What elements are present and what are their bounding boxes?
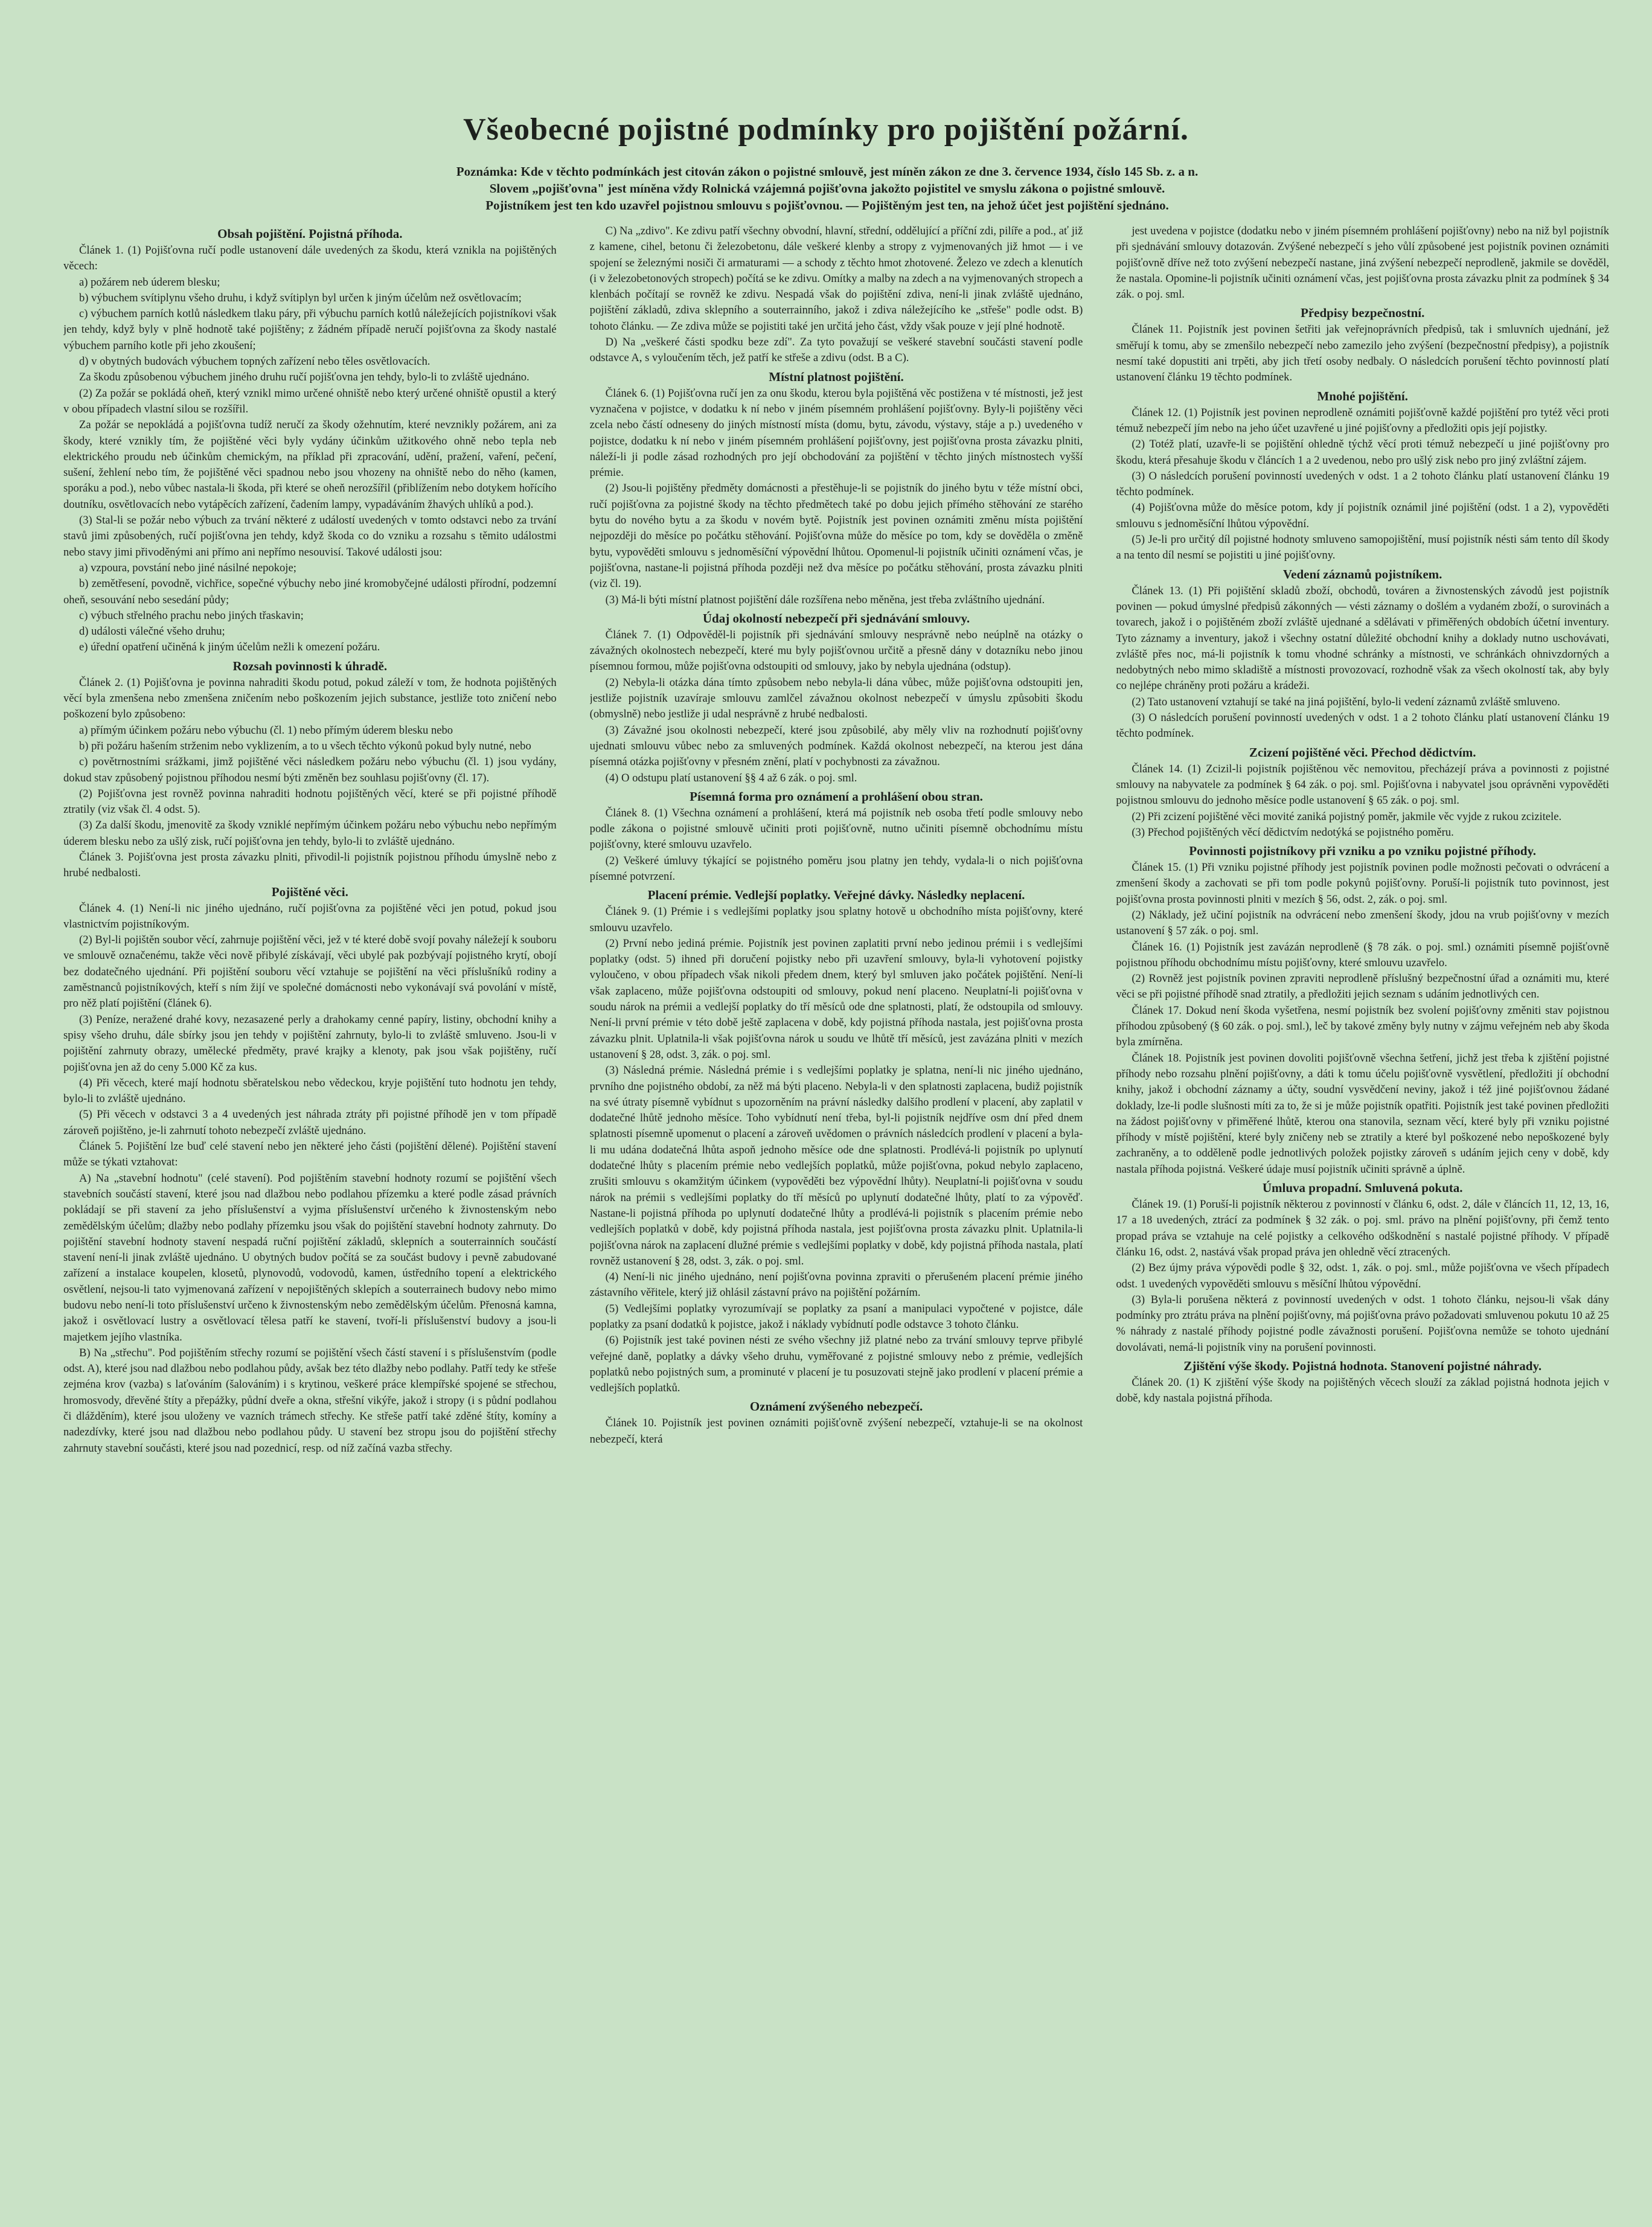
paragraph: (5) Je-li pro určitý díl pojistné hodnoty smluveno samopojištění, musí pojistník nésti sám tento díl škody a na tento díl nesmí se pojistiti u jiné pojišťovny. [1116, 533, 1610, 562]
paragraph: Článek 8. (1) Všechna oznámení a prohlášení, která má pojistník neb osoba třetí podle smlouvy nebo podle zákona o pojistné smlouvě učiniti proti pojišťovně, nutno učiniti písemně obchodnímu místu pojišťovny, které smlouvu uzavřelo. [589, 806, 1083, 851]
paragraph: Článek 4. (1) Není-li nic jiného ujednáno, ručí pojišťovna za pojištěné věci jen potud, pokud jsou vlastnictvím pojistníkovým. [63, 902, 557, 931]
paragraph: (3) Má-li býti místní platnost pojištění dále rozšířena nebo měněna, jest třeba zvláštního ujednání. [605, 593, 1045, 606]
paragraph: Článek 1. (1) Pojišťovna ručí podle ustanovení dále uvedených za škodu, která vznikla na pojištěných věcech: [63, 244, 557, 273]
paragraph: (3) Peníze, neražené drahé kovy, nezasazené perly a drahokamy cenné papíry, listiny, obchodní knihy a spisy všeho druhu, dále sbírky jsou jen tehdy v pojištění zahrnuty, bylo-li to zvláště smluveno. Jsou-li v pojištění zahrnuty obrazy, umělecké předměty, pravé krajky a klenoty, pak jsou však pojištěny, ručí pojišťovna jen až do ceny 5.000 Kč za kus. [63, 1013, 557, 1074]
paragraph: Článek 2. (1) Pojišťovna je povinna nahraditi škodu potud, pokud záleží v tom, že hodnota pojištěných věcí byla zmenšena nebo zmenšena zničením nebo poškozením jejich substance, jestliže toto zničení nebo poškození bylo způsobeno: [63, 676, 557, 721]
paragraph: Článek 14. (1) Zcizil-li pojistník pojištěnou věc nemovitou, přecházejí práva a povinnosti z pojistné smlouvy na nabyvatele za podmínek § 64 zák. o poj. sml. Pojišťovna i nabyvatel jsou oprávněni vypověděti pojistnou smlouvu do jednoho měsíce podle ustanovení § 65 zák. o poj. sml. [1116, 762, 1610, 807]
text-column-1 [63, 223, 557, 2198]
section-heading: Placení prémie. Vedlejší poplatky. Veřejné dávky. Následky neplacení. [647, 888, 1025, 903]
paragraph: Článek 9. (1) Prémie i s vedlejšími poplatky jsou splatny hotově u obchodního místa pojišťovny, které smlouvu uzavřelo. [589, 905, 1083, 934]
paragraph: d) v obytných budovách výbuchem topných zařízení nebo těles osvětlovacích. [79, 355, 431, 368]
note-line: Slovem „pojišťovna" jest míněna vždy Rolnická vzájemná pojišťovna jakožto pojistitel ve smyslu zákona o pojistné smlouvě. [489, 181, 1165, 196]
section-heading: Rozsah povinnosti k úhradě. [232, 658, 388, 673]
paragraph: (3) O následcích porušení povinností uvedených v odst. 1 a 2 tohoto článku platí ustanovení článku 19 těchto podmínek. [1116, 711, 1610, 740]
paragraph: Článek 19. (1) Poruší-li pojistník některou z povinností v článku 6, odst. 2, dále v článcích 11, 12, 13, 16, 17 a 18 uvedených, ztrácí za podmínek § 32 zák. o poj. sml. právo na plnění pojišťovny, při čemž tento propad práva se vztahuje na celé pojistky a celkového odškodnění s nastalé pojistné příhody. V případě článku 16, odst. 2, nastává však propad práva jen ohledně věcí ztracených. [1116, 1198, 1610, 1258]
paragraph: (2) Bez újmy práva výpovědi podle § 32, odst. 1, zák. o poj. sml., může pojišťovna ve všech případech odst. 1 uvedených vypověděti smlouvu s měsíční lhůtou výpovědní. [1116, 1261, 1610, 1290]
preamble-note [145, 163, 1510, 214]
paragraph: Článek 12. (1) Pojistník jest povinen neprodleně oznámiti pojišťovně každé pojištění pro tytéž věci proti témuž nebezpečí jím nebo na jeho účet uzavřené u jiné pojišťovny a předložiti opis její pojistky. [1116, 406, 1610, 435]
paragraph: (2) Jsou-li pojištěny předměty domácnosti a přestěhuje-li se pojistník do jiného bytu v téže místní obci, ručí pojišťovna za pojistné škody na těchto předmětech také po dobu jejich přímého stěhování ze starého bytu do nového bytu a za škodu v novém bytě. Pojistník jest povinen oznámiti změnu místa pojištění nejpozději do měsíce po počátku stěhování. Pojišťovna může do měsíce po tom, kdy se dověděla o změně bytu, vypověděti smlouvu s jednoměsíční výpovědní lhůtou. Opomenul-li pojistník učiniti oznámení včas, je pojišťovna, nastane-li pojistná příhoda později než dva měsíce po počátku stěhování, prosta závazku plniti (viz čl. 19). [589, 482, 1083, 591]
paragraph: (2) Totéž platí, uzavře-li se pojištění ohledně týchž věcí proti témuž nebezpečí u jiné pojišťovny pro škodu, která přesahuje škodu v článcích 1 a 2 uvedenou, nebo pro ušlý zisk nebo pro jiný zvláštní zájem. [1116, 438, 1610, 467]
section-heading: Místní platnost pojištění. [769, 369, 904, 384]
note-line: Pojistníkem jest ten kdo uzavřel pojistnou smlouvu s pojišťovnou. — Pojištěným jest ten, na jehož účet jest pojištění sjednáno. [485, 198, 1169, 213]
section-heading: Písemná forma pro oznámení a prohlášení obou stran. [690, 789, 983, 804]
section-heading: Údaj okolností nebezpečí při sjednávání smlouvy. [702, 610, 970, 626]
paragraph: a) přímým účinkem požáru nebo výbuchu (čl. 1) nebo přímým úderem blesku nebo [79, 723, 453, 737]
paragraph: b) výbuchem svítiplynu všeho druhu, i když svítiplyn byl určen k jiným účelům než osvětlovacím; [79, 291, 522, 304]
paragraph: Článek 16. (1) Pojistník jest zavázán neprodleně (§ 78 zák. o poj. sml.) oznámiti písemně pojišťovně pojistnou příhodu obchodnímu místu pojišťovny, které smlouvu uzavřelo. [1116, 940, 1610, 969]
section-heading: Mnohé pojištění. [1317, 388, 1408, 403]
section-heading: Oznámení zvýšeného nebezpečí. [749, 1399, 923, 1414]
paragraph: c) výbuch střelného prachu nebo jiných třaskavin; [79, 609, 304, 622]
paragraph: (2) První nebo jediná prémie. Pojistník jest povinen zaplatiti první nebo jedinou prémii i s vedlejšími poplatky (odst. 5) ihned při doručení pojistky nebo při uzavření smlouvy, byla-li vyhotovení pojistky vyloučeno, v obou případech však nikoli předem dnem, který byl smluven jako počátek pojištění. Není-li však zaplaceno, může pojišťovna odstoupiti od smlouvy, pokud není placeno. Neuplatní-li pojišťovna v soudu nárok na prémii a vedlejší poplatky do tří měsíců ode dne splatnosti, platí, že odstoupila od smlouvy. Není-li první prémie v této době ještě zaplacena v době, kdy pojistná příhoda nastala, jest pojišťovna prosta závazku plnit. Uplatnila-li však pojišťovna nárok u soudu ve lhůtě tří měsíců, jest zavázána plniti v mezích ustanovení § 28, odst. 3, zák. o poj. sml. [589, 937, 1083, 1061]
paragraph: a) požárem neb úderem blesku; [79, 275, 220, 289]
paragraph: Článek 6. (1) Pojišťovna ručí jen za onu škodu, kterou byla pojištěná věc postižena v té místnosti, jež jest vyznačena v pojistce, v dodatku k ní nebo v jiném písemném prohlášení pojišťovny. Byly-li pojištěny věci zcela nebo částí odneseny do jiných místností místa (domu, bytu, závodu, výstavy, stáje a p.) uvedeného v pojistce, dodatku k ní nebo v jiném písemném prohlášení pojišťovny, jest pojišťovna prosta závazku plniti, náleží-li ji podle zásad rozhodných pro její obchodování za pojištění v těchto jiných místnostech vyšší prémie. [589, 386, 1083, 479]
paragraph: e) úřední opatření učiněná k jiným účelům nežli k omezení požáru. [79, 641, 380, 654]
paragraph: c) výbuchem parních kotlů následkem tlaku páry, při výbuchu parních kotlů náležejících pojistníkovi však jen tehdy, když byly v plně hodnotě také pojištěny; z žádném případě neručí pojišťovna za škody nastalé výbuchem parního kotle při jeho zkoušení; [63, 307, 557, 352]
paragraph: d) události válečné všeho druhu; [79, 625, 225, 638]
paragraph: (2) Veškeré úmluvy týkající se pojistného poměru jsou platny jen tehdy, vydala-li o nich pojišťovna písemné potvrzení. [589, 854, 1083, 883]
paragraph: Článek 10. Pojistník jest povinen oznámiti pojišťovně zvýšení nebezpečí, vztahuje-li se na okolnost nebezpečí, která [589, 1417, 1083, 1446]
paragraph: Článek 5. Pojištění lze buď celé stavení nebo jen některé jeho části (pojištění dělené). Pojištění stavení může se týkati vztahovat: [63, 1140, 557, 1169]
section-heading: Předpisy bezpečnostní. [1301, 306, 1425, 321]
paragraph: (3) Následná prémie. Následná prémie i s vedlejšími poplatky je splatna, není-li nic jiného ujednáno, prvního dne pojistného období, za něž má býti placeno. Nebyla-li v den splatnosti zaplacena, budiž pojistník na své útraty písemně vybídnut s upozorněním na právní následky dalšího prodlení v placení, aby zaplatil v dodatečné lhůtě jednoho měsíce. Toho vybídnutí není třeba, byl-li pojistník nejdříve osm dní před dnem splatnosti písemně upomenut o placení a zároveň uvědomen o právních následcích prodlení v placení a byla-li mu udána dodatečná lhůta aspoň jednoho měsíce ode dne splatnosti. Prodlévá-li pojistník po uplynutí dodatečné lhůty s placením prémie nebo vedlejších poplatků, může pojišťovna, pokud nebylo zaplaceno, zrušiti smlouvu s okamžitým účinkem (vypověděti bez výpovědní lhůty). Neuplatní-li pojišťovna v soudu nárok na prémii s vedlejšími poplatky do tří měsíců po uplynutí dodatečné lhůty, platí to za výpověď. Nastane-li pojistná příhoda po uplynutí dodatečné lhůty a prodlévá-li pojistník s placením prémie nebo vedlejších poplatků v době, kdy pojistná příhoda nastala, jest pojišťovna prosta závazku plnit. Uplatnila-li pojišťovna nárok na zaplacení dlužné prémie s vedlejšími poplatky v době, kdy pojistná příhoda nastala, platí rovněž ustanovení § 28, odst. 3, zák. o poj. sml. [589, 1064, 1083, 1267]
paragraph: jest uvedena v pojistce (dodatku nebo v jiném písemném prohlášení pojišťovny) nebo na niž byl pojistník při sjednávání smlouvy dotazován. Zvýšené nebezpečí s jeho vůlí způsobené jest pojistník povinen oznámiti pojišťovně dříve než toto zvýšení nebezpečí nastane, jiná zvýšení nebezpečí neprodleně, jakmile se dověděl, že nastala. Opomine-li pojistník učiniti oznámení včas, jest pojišťovna prosta závazku plnit za podmínek § 34 zák. o poj. sml. [1116, 225, 1610, 301]
paragraph: C) Na „zdivo". Ke zdivu patří všechny obvodní, hlavní, střední, oddělující a příční zdi, pilíře a pod., ať již z kamene, cihel, betonu či železobetonu, dále veškeré klenby a stropy z vyjmenovaných již hmot — i ve spojení se železnými nosiči či armaturami — a schody z těchto hmot zhotovené. Železo ve zdech a klenutích (i v železobetonových stropech) počítá se ke zdivu. Omítky a malby na zdech a na vyjmenovaných stropech a klenbách počítají se rovněž ke zdivu. Nespadá však do pojištění zdiva, není-li jinak zvláště ujednáno, pojištění základů, zdiva sklepního a souterrainního, jakož i zdiva náležejícího ke „střeše" podle odst. B) tohoto článku. — Ze zdiva může se pojistiti také jen určitá jeho část, vždy však pouze v její plné hodnotě. [589, 225, 1083, 333]
paragraph: (2) Byl-li pojištěn soubor věcí, zahrnuje pojištění věci, jež v té které době svojí povahy náležejí k souboru ve smlouvě označenému, takže věci nově přibylé získávají, věci ubylé pak pozbývají pojistného krytí, obojí bez dodatečného ujednání. Při pojištění souboru věcí vztahuje se pojištění na věci příslušníků rodiny a zaměstnanců pojistníkových, kteří s ním žijí ve společné domácnosti nebo vykonávají svá povolání v místě, pro něž platí pojištění (článek 6). [63, 934, 557, 1010]
paragraph: b) při požáru hašením strženim nebo vyklizením, a to u všech těchto výkonů pokud byly nutné, nebo [79, 739, 531, 752]
paragraph: (2) Tato ustanovení vztahují se také na jiná pojištění, bylo-li vedení záznamů zvláště smluveno. [1132, 695, 1560, 708]
paragraph: (3) Závažné jsou okolnosti nebezpečí, které jsou způsobilé, aby měly vliv na rozhodnutí pojišťovny ujednati smlouvu vůbec nebo za smluvených podmínek. Každá okolnost nebezpečí, na kterou jest dána písemná otázka pojišťovny v přesném znění, platí v pochybnosti za závažnou. [589, 723, 1083, 769]
paragraph: (4) Při věcech, které mají hodnotu sběratelskou nebo vědeckou, kryje pojištění tuto hodnotu jen tehdy, bylo-li to zvláště ujednáno. [63, 1076, 557, 1106]
paragraph: B) Na „střechu". Pod pojištěním střechy rozumí se pojištění všech částí stavení i s příslušenstvím (podle odst. A), které jsou nad dlažbou nebo podlahou půdy, avšak bez této dlažby nebo podlahy. Patří tedy ke střeše zejména krov (vazba) s laťováním (šalováním) i s krytinou, veškeré práce klempířské spojené se střechou, hromosvody, dřevěné štíty a přepážky, půdní dveře a okna, střešní vikýře, jakož i stropy (i s půdní podlahou či dlážděním), které jsou uloženy ve vazních trámech střechy. Ke střeše patří také zděné štíty, komíny a nadezdívky, které jsou nad dlažbou nebo podlahou půdy. U stavení bez stropu jsou do pojištění střechy zahrnuty stavební součásti, které jsou nad pozednicí, resp. od níž začíná vazba střechy. [63, 1346, 557, 1455]
section-heading: Zcizení pojištěné věci. Přechod dědictvím. [1249, 745, 1476, 760]
paragraph: (2) Při zcizení pojištěné věci movité zaniká pojistný poměr, jakmile věc vyjde z rukou zcizitele. [1132, 810, 1562, 823]
paragraph: (2) Rovněž jest pojistník povinen zpraviti neprodleně příslušný bezpečnostní úřad a oznámiti mu, které věci se při pojistné příhodě snad ztratily, a předložiti jejich seznam s udáním jednotlivých cen. [1116, 972, 1610, 1001]
section-heading: Zjištění výše škody. Pojistná hodnota. Stanovení pojistné náhrady. [1183, 1359, 1542, 1373]
paragraph: Článek 7. (1) Odpověděl-li pojistník při sjednávání smlouvy nesprávně nebo neúplně na otázky o závažných okolnostech nebezpečí, které mu byly pojišťovnou určitě a přesně dány v dotazníku nebo jinou písemnou formou, může pojišťovna odstoupiti od smlouvy, jako by nebyla ujednána (odstup). [589, 628, 1083, 673]
paragraph: A) Na „stavební hodnotu" (celé stavení). Pod pojištěním stavební hodnoty rozumí se pojištění všech stavebních součástí stavení, které jsou nad dlažbou nebo podlahou přízemku a které podle zásad právních pokládají se při stavení za jeho příslušenství a vyjma příslušenství určeného k živnostenským nebo zemědělským účelům; dlažby nebo podlahy přízemku jsou však do pojištění stavební hodnoty zahrnuty. Do pojištění stavební hodnoty stavení nespadá ruční pojištění základů, sklepních a souterrainních součástí stavení není-li jinak zvláště ujednáno. U obytných budov počítá se za součást budovy i pevně zabudované zařízení a instalace koupelen, klosetů, plynovodů, vodovodů, kamen, ústředního topení a elektrického osvětlení, nejsou-li tato vyjmenovaná zařízení v nepojištěných sklepích a souterrainech budovy nebo mimo budovu nebo není-li toto příslušenství určeno k živnostenským nebo zemědělským účelům. Přenosná kamna, jakož i osvětlovací lustry a osvětlovací tělesa patří ke stavení, tvoří-li příslušenství budovy a jsou-li majetkem jejího vlastníka. [63, 1171, 557, 1344]
paragraph: (2) Náklady, jež učiní pojistník na odvrácení nebo zmenšení škody, jdou na vrub pojišťovny v mezích ustanovení § 57 zák. o poj. sml. [1116, 908, 1610, 938]
paragraph: (2) Za požár se pokládá oheň, který vznikl mimo určené ohniště nebo který určené ohniště opustil a který v obou případech vlastní silou se rozšířil. [63, 386, 557, 415]
paragraph: Za požár se nepokládá a pojišťovna tudíž neručí za škody ožehnutím, které nevznikly požárem, ani za škody, které vznikly tím, že pojištěné věci byly vydány účinkům užitkového ohně nebo tepla neb elektrického proudu neb účinkům chemickým, na příklad při zpracování, udění, pražení, vaření, pečení, sušení, žehlení nebo tím, že pojištěné věci spadnou nebo jsou vhozeny na ohniště nebo do něho (kamen, sporáku a pod.), nebo vůbec nastala-li škoda, při které se oheň nerozšířil (přiblížením nebo dotykem hořícího doutníku, osvětlovacích nebo vytápěcích zařízení, čadením lampy, vypadáváním žhavých uhlíků a pod.). [63, 418, 557, 511]
paragraph: c) povětrnostními srážkami, jimž pojištěné věci následkem požáru nebo výbuchu (čl. 1) jsou vydány, dokud stav způsobený pojistnou příhodou nesmí býti změněn bez souhlasu pojišťovny (čl. 17). [63, 755, 557, 784]
text-columns [63, 223, 1609, 2198]
paragraph: Článek 15. (1) Při vzniku pojistné příhody jest pojistník povinen podle možnosti pečovati o odvrácení a zmenšení škody a zachovati se při tom podle pokynů pojišťovny. Poruší-li pojistník tuto povinnost, jest pojišťovna prosta povinnosti plniti v mezích § 56, odst. 2, zák. o poj. sml. [1116, 861, 1610, 906]
section-heading: Úmluva propadní. Smluvená pokuta. [1262, 1181, 1463, 1196]
paragraph: (3) Za další škodu, jmenovitě za škody vzniklé nepřímým účinkem požáru nebo výbuchu nebo nepřímým úderem blesku nebo za ušlý zisk, ručí pojišťovna jen tehdy, bylo-li to zvláště ujednáno. [63, 819, 557, 848]
paragraph: (3) Přechod pojištěných věcí dědictvím nedotýká se pojistného poměru. [1132, 825, 1454, 839]
paragraph: (4) O odstupu platí ustanovení §§ 4 až 6 zák. o poj. sml. [605, 771, 857, 784]
section-heading: Obsah pojištění. Pojistná příhoda. [217, 226, 403, 241]
section-heading: Pojištěné věci. [271, 884, 348, 899]
paragraph: Článek 11. Pojistník jest povinen šetřiti jak veřejnoprávních předpisů, tak i smluvních ujednání, jež směřují k tomu, aby se zmenšilo nebezpečí nebo zamezilo jeho zvýšení (bezpečnostní předpisy), a pojistník nesmí také dopustiti ani trpěti, aby jich třetí osoby nedbaly. O následcích porušení těchto povinností platí ustanovení článku 19 těchto podmínek. [1116, 323, 1610, 384]
paragraph: (2) Nebyla-li otázka dána tímto způsobem nebo nebyla-li dána vůbec, může pojišťovna odstoupiti jen, jestliže pojistník uzavíraje smlouvu zamlčel závažnou okolnost nebezpečí v úmyslu způsobiti škodu (obmyslně) nebo jestliže ji udal nesprávně z hrubé nedbalosti. [589, 676, 1083, 721]
paragraph: (3) Byla-li porušena některá z povinností uvedených v odst. 1 tohoto článku, nejsou-li však dány podmínky pro ztrátu práva na plnění pojišťovny, má pojišťovna právo požadovati smluvenou pokutu 10 až 25 % náhrady z nastalé příhody pojistné podle závažnosti porušení. Pojišťovna nemůže se tohoto ujednání dovolávati, nemá-li pojistník viny na porušení povinnosti. [1116, 1293, 1610, 1354]
paragraph: Článek 13. (1) Při pojištění skladů zboží, obchodů, továren a živnostenských závodů jest pojistník povinen — pokud úmyslné předpisů zákonných — vésti záznamy o došlém a vydaném zboží, o surovinách a tovarech, jakož i o pojištěném zboží zvláště ujednané a sdělávati v přiměřených obdobích účetní inventury. Tyto záznamy a inventury, jakož i všechny ostatní důležité obchodní knihy a doklady nutno uschovávati, zvláště přes noc, má-li pojistník k tomu vhodné schránky a místnosti, ve schránkách ohnivzdorných a nedobytných nebo mimo skladiště a místnosti provozovací, rozhodně však za všech okolností tak, aby byly co nejlépe chráněny proti požáru a krádeži. [1116, 584, 1610, 693]
paragraph: a) vzpoura, povstání nebo jiné násilné nepokoje; [79, 561, 296, 574]
paragraph: b) zemětřesení, povodně, vichřice, sopečné výbuchy nebo jiné kromobyčejné události přírodní, podzemní oheň, sesouvání nebo sesedání půdy; [63, 577, 557, 606]
paragraph: Článek 20. (1) K zjištění výše škody na pojištěných věcech slouží za základ pojistná hodnota jejich v době, kdy nastala pojistná příhoda. [1116, 1376, 1610, 1405]
section-heading: Vedení záznamů pojistníkem. [1282, 566, 1442, 582]
note-line: Poznámka: Kde v těchto podmínkách jest citován zákon o pojistné smlouvě, jest míněn zákon ze dne 3. července 1934, číslo 145 Sb. z. a n. [456, 164, 1199, 179]
text-column-2 [590, 223, 1083, 2198]
paragraph: (5) Při věcech v odstavci 3 a 4 uvedených jest náhrada ztráty při pojistné příhodě jen v tom případě zároveň pojištěno, je-li zahrnutí tohoto nebezpečí zvláště ujednáno. [63, 1108, 557, 1137]
paragraph: (4) Není-li nic jiného ujednáno, není pojišťovna povinna zpraviti o přerušeném placení prémie jiného zástavního věřitele, který již ohlásil zástavní právo na pojištění požárním. [589, 1271, 1083, 1299]
document-title: Všeobecné pojistné podmínky pro pojištění požární. [463, 112, 1189, 147]
paragraph: (3) Stal-li se požár nebo výbuch za trvání některé z událostí uvedených v tomto odstavci nebo za trvání stavů jimi způsobených, ručí pojišťovna jen tehdy, když škoda co do vzniku a rozsahu s těmito událostmi nebo stavy jimi přivoděnými ani přímo ani nepřímo nesouvisí. Takové události jsou: [63, 514, 557, 559]
text-column-3 [1116, 223, 1609, 2198]
paragraph: Článek 17. Dokud není škoda vyšetřena, nesmí pojistník bez svolení pojišťovny změniti stav pojistnou příhodou způsobený (§ 60 zák. o poj. sml.), leč by takové změny byly nutny v zájmu veřejném neb aby škoda byla zmírněna. [1116, 1004, 1610, 1049]
paragraph: (2) Pojišťovna jest rovněž povinna nahraditi hodnotu pojištěných věcí, které se při pojistné příhodě ztratily (viz však čl. 4 odst. 5). [63, 787, 557, 816]
paragraph: Článek 18. Pojistník jest povinen dovoliti pojišťovně všechna šetření, jichž jest třeba k zjištění pojistné příhody nebo rozsahu plnění pojišťovny, a dáti k tomu účelu pojišťovně vysvětlení, předložiti jí obchodní knihy, jakož i obchodní záznamy a účty, soudní vysvědčení neviny, jakož i též jiné pojišťovnou žádané doklady, lze-li podle slušnosti míti za to, že si je může pojistník opatřiti. Pojistník jest také povinen předložiti na žádost pojišťovny v přiměřené lhůtě, kterou ona stanovila, seznam věcí, které byly při vzniku pojistné příhody v místě pojištění, které byly zničeny neb se ztratily a které byl poškozené nebo nepoškozené byly zachraněny, a to odděleně podle jednotlivých položek pojistky zároveň s udáním jejich ceny v době, kdy nastala příhoda pojistná. Veškeré údaje musí pojistník učiniti správně a úplně. [1116, 1051, 1610, 1176]
paragraph: D) Na „veškeré části spodku beze zdí". Za tyto považují se veškeré stavební součásti stavení podle odstavce A, s vyloučením těch, jež patří ke střeše a zdivu (odst. B a C). [589, 336, 1083, 365]
section-heading: Povinnosti pojistníkovy při vzniku a po vzniku pojistné příhody. [1189, 844, 1537, 859]
paragraph: Za škodu způsobenou výbuchem jiného druhu ručí pojišťovna jen tehdy, bylo-li to zvláště ujednáno. [79, 371, 530, 384]
paragraph: Článek 3. Pojišťovna jest prosta závazku plniti, přivodil-li pojistník pojistnou příhodu úmyslně nebo z hrubé nedbalosti. [63, 850, 557, 880]
paragraph: (3) O následcích porušení povinností uvedených v odst. 1 a 2 tohoto článku platí ustanovení článku 19 těchto podmínek. [1116, 469, 1610, 499]
paragraph: (6) Pojistník jest také povinen nésti ze svého všechny již platné nebo za trvání smlouvy teprve přibylé veřejné daně, poplatky a dávky všeho druhu, vyměřované z pojistné smlouvy nebo z prémie, vedlejších poplatků nebo pojistných sum, a prominuté v placení je tu posuzovati stejně jako prodlení v placení prémie a vedlejších poplatků. [589, 1334, 1083, 1395]
paragraph: (5) Vedlejšími poplatky vyrozumívají se poplatky za psaní a manipulaci vypočtené v pojistce, dále poplatky za psaní dodatků k pojistce, jakož i náklady vybídnutí podle odstavce 3 tohoto článku. [589, 1302, 1083, 1331]
paragraph: (4) Pojišťovna může do měsíce potom, kdy jí pojistník oznámil jiné pojištění (odst. 1 a 2), vypověděti smlouvu s jednoměsíční lhůtou výpovědní. [1116, 501, 1610, 530]
